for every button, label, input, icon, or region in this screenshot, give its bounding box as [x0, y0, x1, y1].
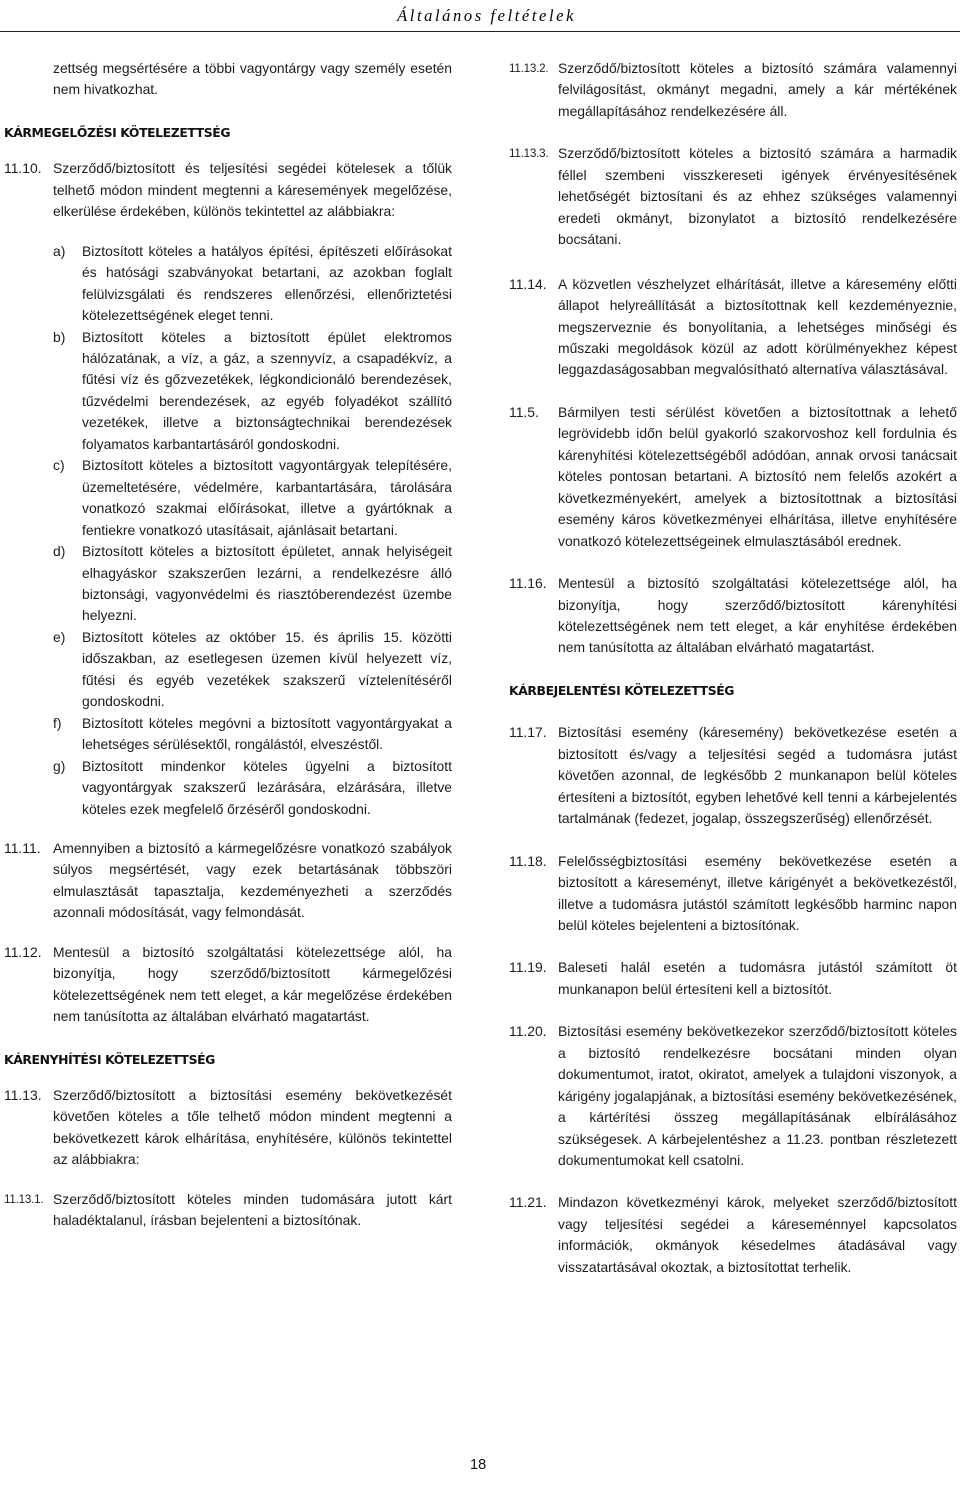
list-item [4, 327, 452, 456]
clause-number: 11.13. [4, 1087, 42, 1104]
clause-number: 11.11. [4, 839, 41, 856]
clause-text: Mentesül a biztosító szolgáltatási kötelezettsége alól, ha bizonyítja, hogy szerződő/biztosított kármegelőzési kötelezettségének nem tett eleget, a kár megelőzése érdekében nem tanúsította az általában elvárható magatartást. [53, 943, 452, 1025]
clause-number: 11.18. [509, 852, 547, 869]
clause-text: Szerződő/biztosított és teljesítési segédei kötelesek a tőlük telhető módon mindent megtenni a káresemények megelőzése, elkerülése érdekében, különös tekintettel az alábbiakra: [53, 160, 452, 220]
running-header-title: Általános feltételek [397, 6, 576, 25]
clause-11-12 [4, 942, 452, 1028]
clause-text: Szerződő/biztosított köteles a biztosító számára valamennyi felvilágosítást, okmányt megadni, amely a kár mértékének megállapításához rendelkezésére áll. [558, 60, 957, 119]
clause-number: 11.12. [4, 943, 42, 960]
continued-paragraph: zettség megsértésére a többi vagyontárgy vagy személy esetén nem hivatkozhat. [53, 60, 452, 98]
list-item-label: c) [53, 457, 65, 474]
clause-11-14 [509, 274, 957, 381]
clause-text: A közvetlen vészhelyzet elhárítását, illetve a káresemény előtti állapot helyreállítását a biztosítottnak kell kezdeményeznie, megszerveznie és bonyolítania, a lehetséges minőségi és műszaki megoldások közül az adott körülményekhez képest leggazdaságosabban megvalósítható alternatíva választásával. [558, 275, 957, 378]
list-item-text: Biztosított köteles megóvni a biztosított vagyontárgyakat a lehetséges sérülésektől, rongálástól, elveszéstől. [82, 714, 452, 753]
list-item-text: Biztosított köteles a biztosított épületet, annak helyiségeit elhagyáskor szakszerűen lezárni, a rendelkezésre álló biztonsági, vagyonvédelmi és riasztóberendezést üzembe helyezni. [82, 543, 452, 624]
clause-text: Baleseti halál esetén a tudomásra jutástól számított öt munkanapon belül értesíteni kell a biztosítót. [558, 959, 957, 997]
list-item [4, 713, 452, 756]
list-item-label: a) [53, 242, 66, 259]
list-item-label: d) [53, 543, 66, 560]
clause-text: Biztosítási esemény (káresemény) bekövetkezése esetén a biztosított és/vagy a teljesítési segéd a tudomásra jutást követően azonnal, de legkésőbb 2 munkanapon belül köteles értesíteni a biztosítót, egyben lehetővé kell tenni a kárbejelentés tartalmának (fedezet, jogalap, összegszerűség) ellenőrzését. [558, 724, 957, 827]
left-column [4, 58, 452, 1232]
obligation-list [4, 241, 452, 820]
list-item-text: Biztosított köteles a biztosított épület elektromos hálózatának, a víz, a gáz, a szennyvíz, a csapadékvíz, a fűtési víz és gőzvezetékek, légkondicionáló berendezések, tűzvédelmi berendezések, az egyéb folyadékot szállító vezetékek, illetve a biztonságtechnikai berendezések folyamatos karbantartásáról gondoskodni. [82, 328, 452, 452]
list-item [4, 541, 452, 627]
clause-text: Szerződő/biztosított köteles a biztosító számára a harmadik féllel szembeni visszkereseti igények érvényesítésének lehetőségét biztosítani és az ehhez szükséges valamennyi eredeti okmányt, bizonylatot a biztosító rendelkezésére bocsátani. [558, 145, 957, 248]
right-column [509, 58, 957, 1278]
clause-11-13-1 [4, 1189, 452, 1232]
clause-number: 11.20. [509, 1023, 547, 1040]
list-item [4, 756, 452, 820]
clause-text: Biztosítási esemény bekövetkezekor szerződő/biztosított köteles a biztosító rendelkezésre bocsátani minden olyan dokumentumot, iratot, okiratot, amelyek a tulajdoni viszonyok, a kárigény jogalapjának, a biztosítási esemény bekövetkezésének, a kártérítési összeg megállapításának elbírálásához szükségesek. A kárbejelentéshez a 11.23. pontban részletezett dokumentumokat kell csatolni. [558, 1023, 957, 1169]
clause-number: 11.10. [4, 160, 42, 177]
clause-11-10 [4, 158, 452, 222]
list-item-text: Biztosított köteles a biztosított vagyontárgyak telepítésére, üzemeltetésére, védelmére, karbantartására, tárolására vonatkozó szakmai előírásokat, illetve a gyártóknak a fentiekre vonatkozó utasításait, ajánlásait betartani. [82, 457, 452, 538]
clause-number: 11.19. [509, 959, 547, 976]
list-item-label: b) [53, 328, 66, 345]
clause-11-13-3 [509, 143, 957, 250]
clause-text: Felelősségbiztosítási esemény bekövetkezése esetén a biztosított a káreseményt, illetve kárigényét a bekövetkezéstől, illetve a tudomásra jutástól számított legkésőbb harminc napon belül köteles bejelenteni a biztosítónak. [558, 852, 957, 933]
clause-11-18 [509, 851, 957, 937]
clause-11-17 [509, 722, 957, 829]
clause-11-13-2 [509, 58, 957, 122]
clause-11-13 [4, 1085, 452, 1171]
clause-text: Mentesül a biztosító szolgáltatási kötelezettsége alól, ha bizonyítja, hogy szerződő/biztosított kárenyhítési kötelezettségének nem tett eleget, a kár enyhítése érdekében nem tanúsította az általában elvárható magatartást. [558, 575, 957, 656]
clause-number: 11.13.2. [509, 62, 549, 75]
clause-number: 11.13.3. [509, 147, 549, 161]
clause-number: 11.21. [509, 1194, 547, 1211]
clause-11-11 [4, 838, 452, 924]
section-heading-karenyhitesi: KÁRENYHÍTÉSI KÖTELEZETTSÉG [4, 1051, 215, 1067]
clause-11-20 [509, 1021, 957, 1171]
clause-number: 11.13.1. [4, 1192, 44, 1206]
clause-number: 11.16. [509, 575, 547, 592]
clause-11-19 [509, 957, 957, 1000]
list-item-label: e) [53, 628, 66, 645]
clause-text: Mindazon következményi károk, melyeket szerződő/biztosított vagy teljesítési segédei a káreseménnyel kapcsolatos információk, okmányok késedelmes átadásával vagy visszatartásával okoztak, a biztosítottat terhelik. [558, 1194, 957, 1275]
page-number: 18 [470, 1457, 487, 1473]
clause-text: Szerződő/biztosított a biztosítási esemény bekövetkezését követően köteles a tőle telhető módon mindent megtenni a bekövetkezett károk elhárítása, enyhítésére, különös tekintettel az alábbiakra: [53, 1087, 452, 1168]
list-item [4, 627, 452, 713]
clause-text: Bármilyen testi sérülést követően a biztosítottnak a lehető legrövidebb időn belül gyakorló szakorvoshoz kell fordulnia és kárenyhítési kötelezettségéből adódóan, annak orvosi tanácsait köteles pontosan betartani. A biztosító nem felelős azokért a következményekért, amelyek a biztosítottnak a biztosítási esemény káros következményei elhárítása, illetve enyhítésére vonatkozó kötelezettségeinek elmulasztásából erednek. [558, 403, 957, 549]
clause-11-5 [509, 402, 957, 552]
clause-11-16 [509, 573, 957, 659]
header-rule [0, 31, 960, 32]
clause-number: 11.5. [509, 403, 539, 420]
clause-number: 11.14. [509, 275, 547, 292]
clause-11-21 [509, 1192, 957, 1278]
list-item-text: Biztosított mindenkor köteles ügyelni a biztosított vagyontárgyak szakszerű lezárására, elzárására, illetve köteles ezek megfelelő őrzéséről gondoskodni. [82, 757, 452, 817]
list-item-text: Biztosított köteles a hatályos építési, építészeti előírásokat és hatósági szabványokat betartani, az azokban foglalt felülvizsgálati és rendszeres ellenőrzési, ellenőriztetési kötelezettségének eleget tenni. [82, 242, 452, 324]
list-item-text: Biztosított köteles az október 15. és április 15. közötti időszakban, az esetlegesen üzemen kívül helyezett víz, fűtési és egyéb vezetékek szakszerű víztelenítéséről gondoskodni. [82, 628, 452, 710]
list-item-label: f) [53, 714, 62, 731]
list-item [4, 241, 452, 327]
clause-number: 11.17. [509, 724, 547, 741]
list-item [4, 455, 452, 541]
section-heading-karbejelentesi: KÁRBEJELENTÉSI KÖTELEZETTSÉG [509, 682, 735, 698]
section-heading-karmegelozesi: KÁRMEGELŐZÉSI KÖTELEZETTSÉG [4, 124, 231, 140]
clause-text: Szerződő/biztosított köteles minden tudomására jutott kárt haladéktalanul, írásban bejelenteni a biztosítónak. [53, 1190, 452, 1229]
list-item-label: g) [53, 757, 66, 774]
clause-text: Amennyiben a biztosító a kármegelőzésre vonatkozó szabályok súlyos megsértését, vagy ezek betartásának többszöri elmulasztását tapasztalja, kezdeményezheti a szerződés azonnali módosítását, vagy felmondását. [53, 839, 452, 921]
